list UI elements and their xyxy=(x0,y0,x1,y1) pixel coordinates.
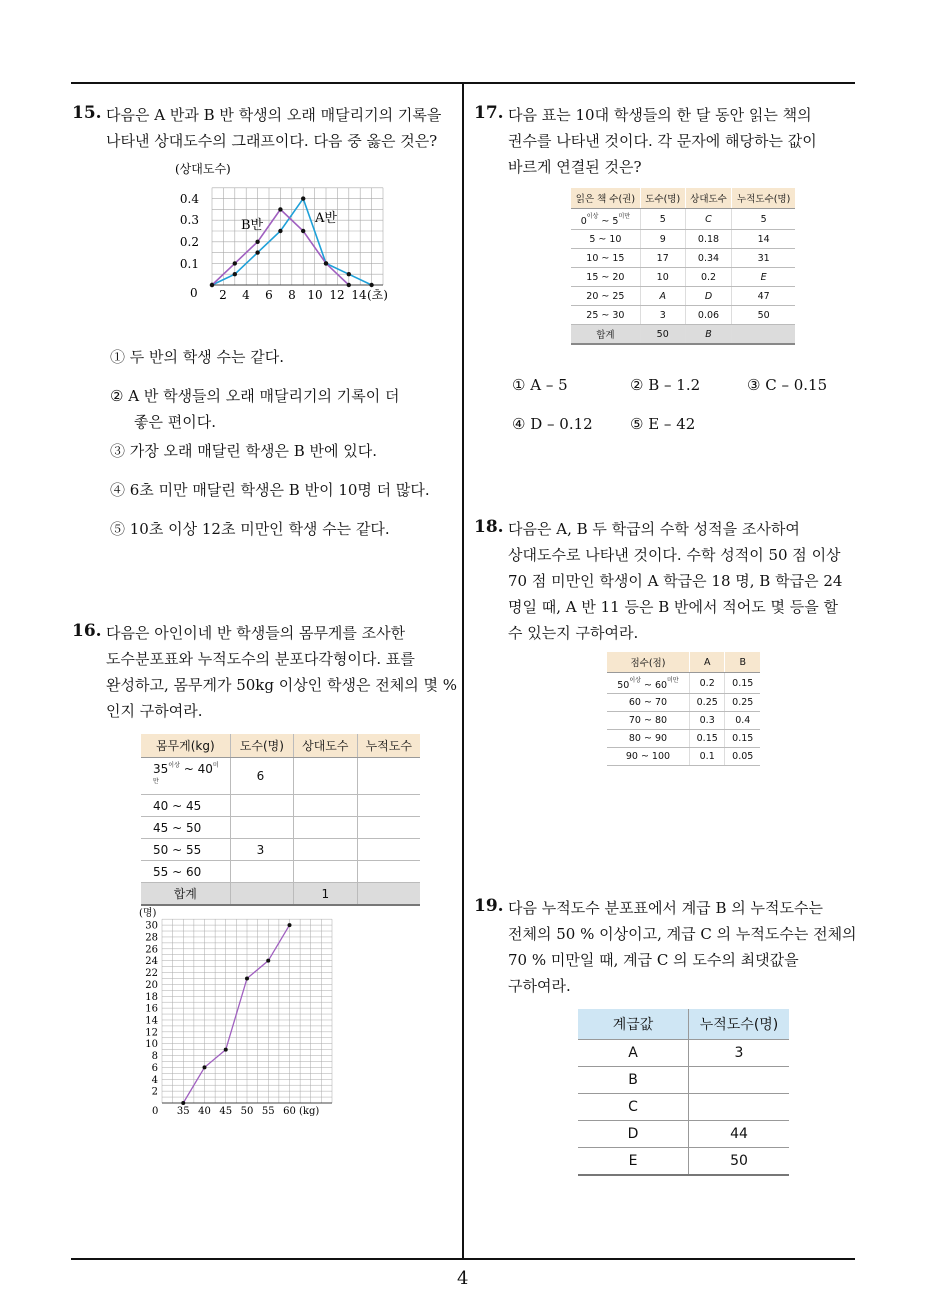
table-row xyxy=(141,795,420,817)
data-point xyxy=(255,240,259,244)
range-low: 35 xyxy=(153,762,169,776)
chart-grid xyxy=(162,919,332,1103)
table-row xyxy=(578,1067,789,1094)
question-number: 19. xyxy=(474,896,504,916)
freq-cell: A xyxy=(640,287,685,306)
sup-ge: 이상 xyxy=(629,677,641,684)
question-number: 18. xyxy=(474,517,504,537)
x-tick-label: 60 xyxy=(283,1106,296,1117)
range-cell: 15 ~ 20 xyxy=(571,268,640,287)
rel-cell[interactable] xyxy=(294,795,357,817)
rel-cell[interactable] xyxy=(294,861,357,883)
freq-cell: 10 xyxy=(640,268,685,287)
range-cell: 60 ~ 70 xyxy=(607,694,689,712)
total-row xyxy=(571,325,795,345)
table-row xyxy=(141,861,420,883)
y-tick-label: 0.2 xyxy=(179,235,199,249)
table-row xyxy=(571,287,795,306)
table-row xyxy=(607,730,760,748)
cum-cell[interactable] xyxy=(357,861,420,883)
question-number: 15. xyxy=(72,103,102,123)
range-cell: 45 ~ 50 xyxy=(141,817,230,839)
cum-cell[interactable] xyxy=(357,758,420,795)
sup-ge: 이상 xyxy=(586,213,599,220)
total-rel: B xyxy=(685,325,732,345)
range-low: 50 xyxy=(617,680,630,691)
table-row xyxy=(578,1094,789,1121)
class-cell: D xyxy=(578,1121,689,1148)
range-cell: 10 ~ 15 xyxy=(571,249,640,268)
y-tick-label: 12 xyxy=(145,1027,158,1039)
column-header: 도수(명) xyxy=(640,188,685,209)
rel-cell[interactable] xyxy=(294,839,357,861)
choice-4[interactable]: ④ D – 0.12 xyxy=(512,415,593,433)
rel-cell[interactable] xyxy=(294,817,357,839)
y-tick-label: 24 xyxy=(145,956,158,968)
class-a-cell: 0.1 xyxy=(689,748,725,766)
cumulative-frequency-polygon xyxy=(136,903,336,1118)
y-tick-label: 4 xyxy=(151,1074,158,1086)
class-a-cell: 0.25 xyxy=(689,694,725,712)
range-cell: $0^{이상}$ ~ $5^{미만}$ xyxy=(571,209,640,230)
table-row xyxy=(571,209,795,230)
choice-2-continued: 좋은 편이다. xyxy=(134,413,216,431)
rel-cell: 0.18 xyxy=(685,230,732,249)
question-line: 70 점 미만인 학생이 A 학급은 18 명, B 학급은 24 xyxy=(508,572,843,590)
cum-cell: E xyxy=(732,268,795,287)
y-tick-label: 28 xyxy=(145,932,158,944)
question-line: 도수분포표와 누적도수의 분포다각형이다. 표를 xyxy=(106,650,415,668)
total-cum xyxy=(357,883,420,906)
question-line: 다음 표는 10대 학생들의 한 달 동안 읽는 책의 xyxy=(508,106,812,124)
column-header: 계급값 xyxy=(578,1009,689,1040)
rel-cell: 0.34 xyxy=(685,249,732,268)
y-tick-label: 6 xyxy=(151,1062,158,1074)
question-line: 수 있는지 구하여라. xyxy=(508,624,639,642)
x-unit-label: (kg) xyxy=(299,1106,320,1117)
column-header: 상대도수 xyxy=(294,734,357,758)
data-point xyxy=(324,261,328,265)
data-point xyxy=(224,1048,228,1052)
data-point xyxy=(369,283,373,287)
books-frequency-table xyxy=(571,188,795,345)
cum-cell: 3 xyxy=(689,1040,790,1067)
data-point xyxy=(233,261,237,265)
table-row xyxy=(571,249,795,268)
relative-frequency-chart xyxy=(165,157,405,307)
data-point xyxy=(255,250,259,254)
class-cell: A xyxy=(578,1040,689,1067)
x-tick-label: 12 xyxy=(329,288,345,302)
range-cell: $50^{이상}$ ~ $60^{미만}$ xyxy=(607,673,689,694)
y-tick-label: 18 xyxy=(145,991,158,1003)
total-row xyxy=(141,883,420,906)
column-header: 누적도수(명) xyxy=(689,1009,790,1040)
question-line: 다음은 A, B 두 학급의 수학 성적을 조사하여 xyxy=(508,520,800,538)
column-header: 몸무게(kg) xyxy=(141,734,230,758)
choice-1[interactable]: ① A – 5 xyxy=(512,376,568,394)
freq-cell[interactable] xyxy=(230,795,293,817)
range-high: 40 xyxy=(197,762,213,776)
data-point xyxy=(288,923,292,927)
x-tick-label: 50 xyxy=(240,1106,254,1117)
table-row xyxy=(607,673,760,694)
freq-cell[interactable] xyxy=(230,861,293,883)
data-point xyxy=(278,207,282,211)
question-line: 70 % 미만일 때, 계급 C 의 도수의 최댓값을 xyxy=(508,951,799,969)
data-point xyxy=(278,229,282,233)
range-cell: 90 ~ 100 xyxy=(607,748,689,766)
choice-3[interactable]: ③ C – 0.15 xyxy=(747,376,828,394)
column-header: 도수(명) xyxy=(230,734,293,758)
cum-cell: 44 xyxy=(689,1121,790,1148)
bottom-rule xyxy=(71,1258,855,1260)
cum-cell xyxy=(689,1067,790,1094)
series-label-b: B반 xyxy=(241,218,264,233)
page-number: 4 xyxy=(457,1268,469,1289)
y-tick-label: 2 xyxy=(151,1086,158,1098)
range-cell: 20 ~ 25 xyxy=(571,287,640,306)
class-a-cell: 0.15 xyxy=(689,730,725,748)
question-text xyxy=(508,895,857,999)
y-tick-label: 0.1 xyxy=(179,257,199,271)
x-tick-label: 55 xyxy=(261,1106,275,1117)
table-row xyxy=(571,268,795,287)
question-text xyxy=(106,102,441,154)
cum-cell: 50 xyxy=(732,306,795,325)
table-row xyxy=(578,1040,789,1067)
class-cell: C xyxy=(578,1094,689,1121)
freq-cell: 5 xyxy=(640,209,685,230)
table-row xyxy=(578,1121,789,1148)
data-point xyxy=(301,229,305,233)
data-point xyxy=(266,959,270,963)
y-tick-label: 10 xyxy=(145,1039,158,1051)
question-line: 권수를 나타낸 것이다. 각 문자에 해당하는 값이 xyxy=(508,132,817,150)
range-high: 5 xyxy=(612,216,619,227)
x-tick-label: 6 xyxy=(265,288,273,302)
question-line: 완성하고, 몸무게가 50kg 이상인 학생은 전체의 몇 % xyxy=(106,676,457,694)
column-header: 점수(점) xyxy=(607,652,689,673)
x-tick-label: 14 xyxy=(351,288,367,302)
question-line: 명일 때, A 반 11 등은 B 반에서 적어도 몇 등을 할 xyxy=(508,598,839,616)
y-tick-label: 14 xyxy=(145,1015,158,1027)
y-tick-label: 0.3 xyxy=(179,213,199,227)
y-tick-label: 22 xyxy=(145,968,158,980)
question-line: 나타낸 상대도수의 그래프이다. 다음 중 옳은 것은? xyxy=(106,132,438,150)
range-cell: 5 ~ 10 xyxy=(571,230,640,249)
range-high: 60 xyxy=(654,680,668,691)
table-row xyxy=(141,758,420,795)
table-row xyxy=(607,748,760,766)
y-tick-label: 30 xyxy=(145,920,158,932)
cum-cell[interactable] xyxy=(357,795,420,817)
freq-cell: 3 xyxy=(230,839,293,861)
data-point xyxy=(301,196,305,200)
range-low: 0 xyxy=(580,216,587,227)
class-cell: B xyxy=(578,1067,689,1094)
y-tick-label: 26 xyxy=(145,944,158,956)
question-line: 다음 누적도수 분포표에서 계급 B 의 누적도수는 xyxy=(508,899,823,917)
table-row xyxy=(571,306,795,325)
question-line: 전체의 50 % 이상이고, 계급 C 의 누적도수는 전체의 xyxy=(508,925,857,943)
table-row xyxy=(141,839,420,861)
cum-cell xyxy=(689,1094,790,1121)
table-row xyxy=(571,230,795,249)
column-header: A xyxy=(689,652,725,673)
sup-lt: 미만 xyxy=(667,677,679,684)
y-axis-label: (상대도수) xyxy=(175,162,231,176)
data-point xyxy=(203,1065,207,1069)
range-cell: $35^{이상}$ ~ $40^{미만}$ xyxy=(141,758,230,795)
data-point xyxy=(233,272,237,276)
class-b-cell: 0.05 xyxy=(725,748,760,766)
question-line: 상대도수로 나타낸 것이다. 수학 성적이 50 점 이상 xyxy=(508,546,841,564)
question-line: 인지 구하여라. xyxy=(106,702,203,720)
rel-cell[interactable] xyxy=(294,758,357,795)
question-number: 16. xyxy=(72,621,102,641)
rel-cell: 0.06 xyxy=(685,306,732,325)
class-a-cell: 0.2 xyxy=(689,673,725,694)
y-tick-labels xyxy=(145,921,158,1098)
x-tick-label: 10 xyxy=(307,288,323,302)
range-cell: 80 ~ 90 xyxy=(607,730,689,748)
x-tick-labels xyxy=(219,288,388,302)
sup-lt: 미만 xyxy=(153,762,219,785)
x-tick-label: 35 xyxy=(176,1106,190,1117)
column-header: B xyxy=(725,652,760,673)
column-header: 누적도수 xyxy=(357,734,420,758)
range-cell: 25 ~ 30 xyxy=(571,306,640,325)
question-line: 바르게 연결된 것은? xyxy=(508,158,642,176)
cum-cell: 5 xyxy=(732,209,795,230)
class-b-cell: 0.15 xyxy=(725,673,760,694)
weight-frequency-table xyxy=(141,734,420,906)
sup-ge: 이상 xyxy=(168,762,180,769)
x-unit-label: (초) xyxy=(367,288,388,302)
freq-cell: 3 xyxy=(640,306,685,325)
range-cell: 50 ~ 55 xyxy=(141,839,230,861)
cum-cell: 50 xyxy=(689,1148,790,1176)
data-point xyxy=(245,976,249,980)
x-tick-label: 2 xyxy=(219,288,227,302)
rel-cell: D xyxy=(685,287,732,306)
y-tick-label: 0.4 xyxy=(179,192,199,206)
total-freq[interactable] xyxy=(230,883,293,906)
rel-cell: C xyxy=(685,209,732,230)
cum-cell: 14 xyxy=(732,230,795,249)
origin-label: 0 xyxy=(190,286,198,300)
column-divider xyxy=(462,82,464,1260)
class-b-cell: 0.25 xyxy=(725,694,760,712)
question-line: 다음은 아인이네 반 학생들의 몸무게를 조사한 xyxy=(106,624,406,642)
choice-3[interactable]: ③ 가장 오래 매달린 학생은 B 반에 있다. xyxy=(110,442,378,460)
class-b-cell: 0.4 xyxy=(725,712,760,730)
data-point xyxy=(347,283,351,287)
y-tick-label: 20 xyxy=(145,979,158,991)
x-tick-label: 4 xyxy=(242,288,250,302)
question-text xyxy=(106,620,457,724)
x-tick-label: 45 xyxy=(219,1106,233,1117)
cumulative-frequency-table xyxy=(578,1009,789,1176)
table-row xyxy=(607,712,760,730)
y-tick-label: 8 xyxy=(151,1051,158,1063)
freq-cell: 6 xyxy=(230,758,293,795)
data-point xyxy=(210,283,214,287)
y-axis-label: (명) xyxy=(139,908,157,919)
column-header: 읽은 책 수(권) xyxy=(571,188,640,209)
question-number: 17. xyxy=(474,103,504,123)
question-text xyxy=(508,102,817,180)
question-text xyxy=(508,516,842,646)
x-tick-label: 40 xyxy=(198,1106,211,1117)
column-header: 상대도수 xyxy=(685,188,732,209)
data-point xyxy=(181,1101,185,1105)
range-cell: 70 ~ 80 xyxy=(607,712,689,730)
x-tick-labels xyxy=(177,1106,296,1117)
total-rel: 1 xyxy=(294,883,357,906)
choice-5[interactable]: ⑤ E – 42 xyxy=(630,415,696,433)
range-cell: 40 ~ 45 xyxy=(141,795,230,817)
column-header: 누적도수(명) xyxy=(732,188,795,209)
cum-cell[interactable] xyxy=(357,817,420,839)
question-line: 구하여라. xyxy=(508,977,571,995)
class-b-cell: 0.15 xyxy=(725,730,760,748)
question-line: 다음은 A 반과 B 반 학생의 오래 매달리기의 기록을 xyxy=(106,106,442,124)
class-a-cell: 0.3 xyxy=(689,712,725,730)
rel-cell: 0.2 xyxy=(685,268,732,287)
series-label-a: A반 xyxy=(315,211,337,226)
total-cum xyxy=(732,325,795,345)
class-cell: E xyxy=(578,1148,689,1176)
table-row xyxy=(141,817,420,839)
choice-2[interactable]: ② A 반 학생들의 오래 매달리기의 기록이 더 xyxy=(110,387,400,405)
x-tick-label: 8 xyxy=(288,288,296,302)
data-point xyxy=(347,272,351,276)
math-score-table xyxy=(607,652,760,766)
range-cell: 55 ~ 60 xyxy=(141,861,230,883)
total-freq: 50 xyxy=(640,325,685,345)
freq-cell: 17 xyxy=(640,249,685,268)
y-tick-label: 16 xyxy=(145,1003,158,1015)
y-tick-labels xyxy=(180,192,199,271)
table-row xyxy=(578,1148,789,1176)
origin-label: 0 xyxy=(152,1106,159,1117)
cum-cell: 47 xyxy=(732,287,795,306)
freq-cell: 9 xyxy=(640,230,685,249)
total-label: 합계 xyxy=(571,325,640,345)
freq-cell[interactable] xyxy=(230,817,293,839)
choice-2[interactable]: ② B – 1.2 xyxy=(630,376,701,394)
table-row xyxy=(607,694,760,712)
choice-5[interactable]: ⑤ 10초 이상 12초 미만인 학생 수는 같다. xyxy=(110,520,390,538)
cum-cell: 31 xyxy=(732,249,795,268)
sup-lt: 미만 xyxy=(618,213,631,220)
choice-1[interactable]: ① 두 반의 학생 수는 같다. xyxy=(110,348,285,366)
choice-4[interactable]: ④ 6초 미만 매달린 학생은 B 반이 10명 더 많다. xyxy=(110,481,430,499)
cum-cell[interactable] xyxy=(357,839,420,861)
total-label: 합계 xyxy=(141,883,230,906)
